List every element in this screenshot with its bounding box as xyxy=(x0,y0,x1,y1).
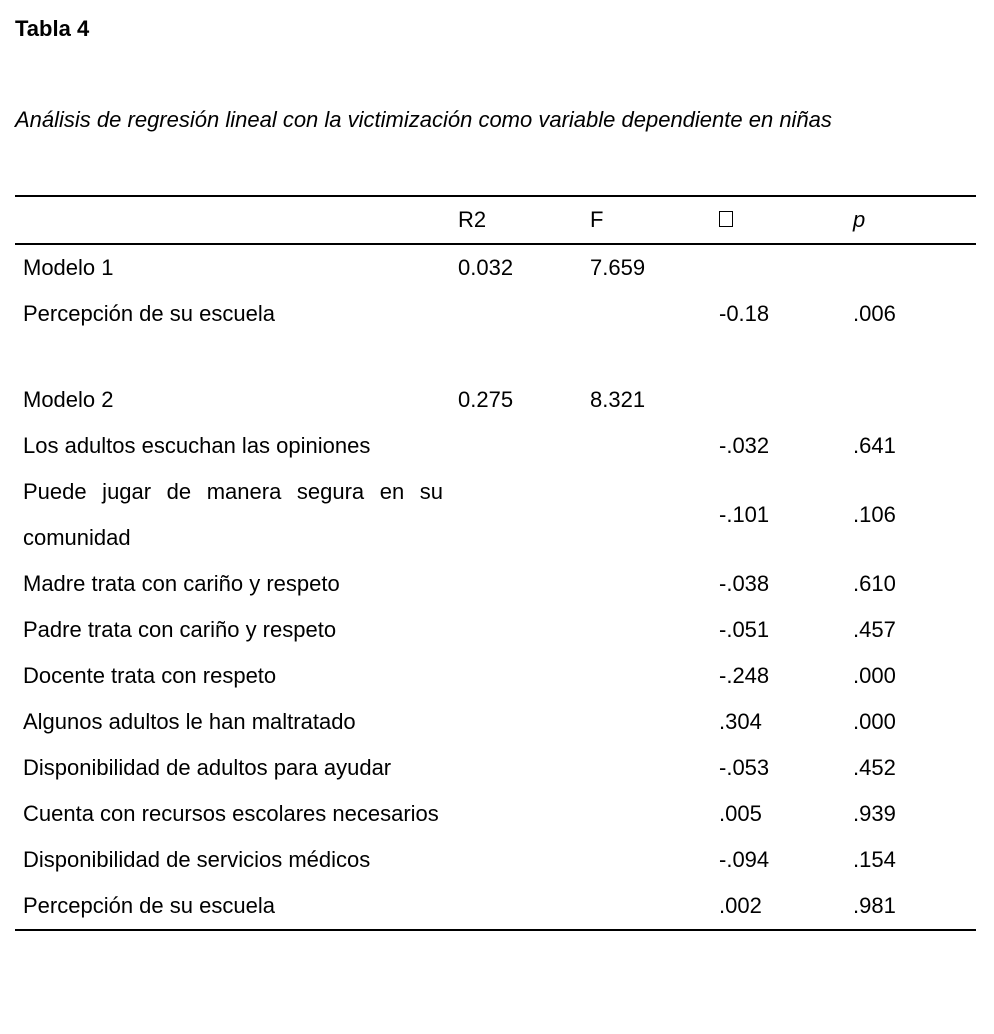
row-p: .452 xyxy=(853,755,896,780)
row-r2 xyxy=(458,607,590,653)
table-row xyxy=(15,653,976,699)
row-beta xyxy=(719,244,853,291)
row-p: .154 xyxy=(853,847,896,872)
row-f xyxy=(590,699,719,745)
table-row xyxy=(15,699,976,745)
row-variable-text: Cuenta con recursos escolares necesarios xyxy=(23,801,439,826)
row-variable: Docente trata con respeto xyxy=(23,663,277,688)
row-f xyxy=(590,291,719,337)
row-variable: Los adultos escuchan las opiniones xyxy=(23,433,371,458)
row-beta: -.094 xyxy=(719,847,770,872)
row-r2 xyxy=(458,291,590,337)
row-p: .939 xyxy=(853,801,896,826)
header-beta xyxy=(719,196,853,244)
row-r2 xyxy=(458,653,590,699)
row-variable-text: Disponibilidad de adultos para ayudar xyxy=(23,755,392,780)
row-p: .000 xyxy=(853,709,896,734)
row-variable: Percepción de su escuela xyxy=(23,893,275,918)
table-row xyxy=(15,607,976,653)
row-p: .457 xyxy=(853,617,896,642)
row-variable: Padre trata con cariño y respeto xyxy=(23,617,337,642)
header-variable xyxy=(15,196,458,244)
row-beta xyxy=(719,377,853,423)
row-beta: -.051 xyxy=(719,617,770,642)
row-p: .006 xyxy=(853,301,896,326)
row-f xyxy=(590,745,719,791)
row-beta: -.101 xyxy=(719,502,770,527)
row-f xyxy=(590,837,719,883)
row-beta: .002 xyxy=(719,893,762,918)
header-f: F xyxy=(590,207,604,232)
row-p: .981 xyxy=(853,893,896,918)
table-row xyxy=(15,745,976,791)
table-row xyxy=(15,469,976,561)
row-r2 xyxy=(458,791,590,837)
row-variable: Algunos adultos le han maltratado xyxy=(23,709,356,734)
row-beta: -0.18 xyxy=(719,301,770,326)
header-p: p xyxy=(853,207,866,232)
row-r2 xyxy=(458,699,590,745)
row-r2: 0.032 xyxy=(458,255,514,280)
table-row xyxy=(15,377,976,423)
row-r2 xyxy=(458,745,590,791)
row-variable xyxy=(15,469,458,561)
row-variable: Modelo 2 xyxy=(23,387,114,412)
row-f: 7.659 xyxy=(590,255,646,280)
row-f xyxy=(590,469,719,561)
row-beta: -.248 xyxy=(719,663,770,688)
row-f xyxy=(590,561,719,607)
row-f xyxy=(590,607,719,653)
row-variable: Percepción de su escuela xyxy=(23,301,275,326)
row-variable-text: Puede jugar de manera segura en su comunidad xyxy=(23,479,443,550)
table-row xyxy=(15,291,976,337)
table-row xyxy=(15,244,976,291)
row-variable xyxy=(15,745,458,791)
row-r2 xyxy=(458,469,590,561)
regression-table xyxy=(15,195,976,931)
row-p: .610 xyxy=(853,571,896,596)
table-spacer-row xyxy=(15,337,976,377)
table-row xyxy=(15,423,976,469)
row-beta: .304 xyxy=(719,709,762,734)
table-row xyxy=(15,561,976,607)
row-f xyxy=(590,791,719,837)
table-row xyxy=(15,883,976,930)
row-variable: Disponibilidad de servicios médicos xyxy=(23,847,371,872)
table-caption: Análisis de regresión lineal con la victimización como variable dependiente en niñas xyxy=(15,107,832,132)
spacer-cell xyxy=(15,337,976,377)
row-variable: Madre trata con cariño y respeto xyxy=(23,571,340,596)
row-variable xyxy=(15,791,458,837)
row-beta: -.032 xyxy=(719,433,770,458)
table-number-label: Tabla 4 xyxy=(15,16,90,41)
missing-glyph-box-icon xyxy=(719,211,733,227)
row-beta: -.038 xyxy=(719,571,770,596)
row-r2 xyxy=(458,883,590,930)
header-r2: R2 xyxy=(458,207,487,232)
row-f xyxy=(590,653,719,699)
table-row xyxy=(15,791,976,837)
table-row xyxy=(15,837,976,883)
row-r2 xyxy=(458,561,590,607)
row-beta: .005 xyxy=(719,801,762,826)
row-p xyxy=(853,377,976,423)
row-p: .000 xyxy=(853,663,896,688)
row-r2: 0.275 xyxy=(458,387,514,412)
row-f: 8.321 xyxy=(590,387,646,412)
row-f xyxy=(590,883,719,930)
row-r2 xyxy=(458,837,590,883)
row-p xyxy=(853,244,976,291)
row-r2 xyxy=(458,423,590,469)
row-f xyxy=(590,423,719,469)
table-header-row xyxy=(15,196,976,244)
row-beta: -.053 xyxy=(719,755,770,780)
row-p: .106 xyxy=(853,502,896,527)
row-p: .641 xyxy=(853,433,896,458)
row-variable: Modelo 1 xyxy=(23,255,114,280)
